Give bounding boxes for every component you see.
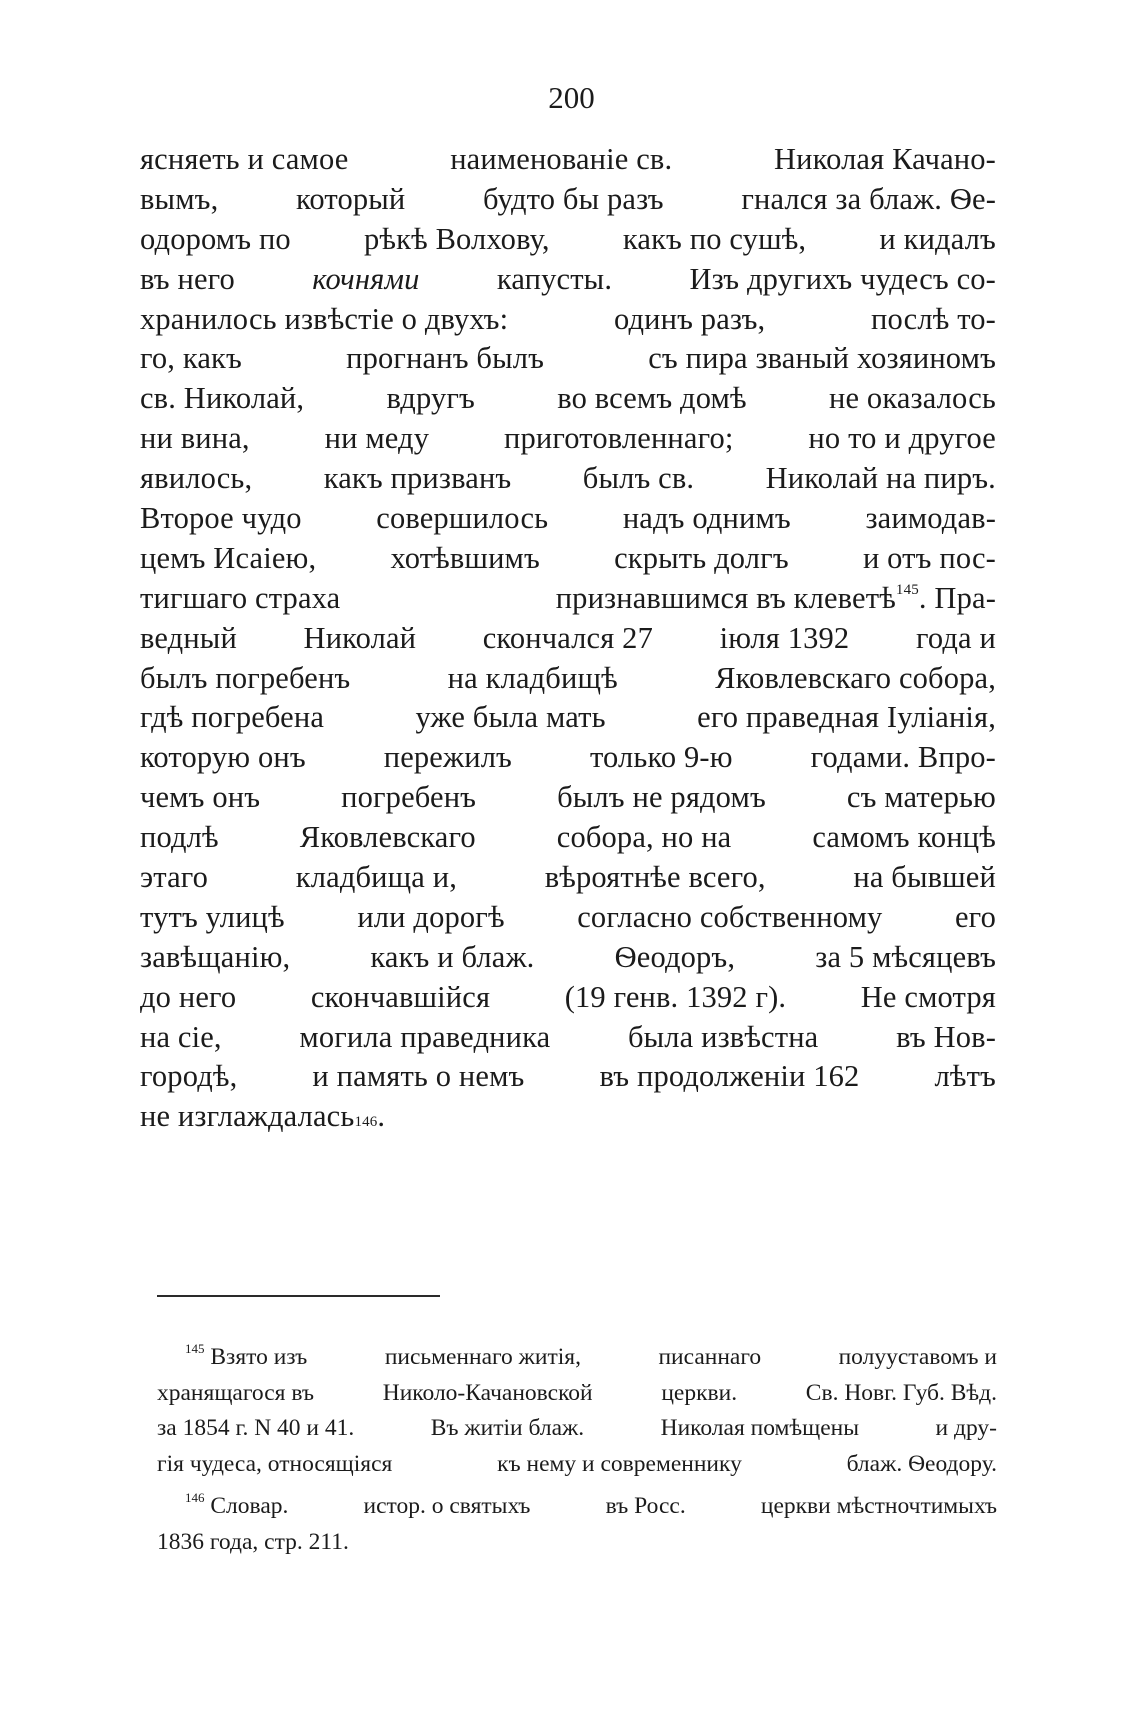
text-line: на сіе, могила праведника была извѣстна въ Нов- bbox=[140, 1019, 996, 1054]
text-line: завѣщанію, какъ и блаж. Ѳеодоръ, за 5 мѣсяцевъ bbox=[140, 939, 996, 974]
text-line: Второе чудо совершилось надъ однимъ заимодав- bbox=[140, 501, 996, 536]
body-text bbox=[140, 140, 996, 1137]
text-line: городѣ, и память о немъ въ продолженіи 162 лѣтъ bbox=[140, 1059, 996, 1094]
footnotes bbox=[157, 1340, 997, 1561]
footnote-line: 1836 года, стр. 211. bbox=[157, 1528, 349, 1555]
footnote-divider bbox=[157, 1295, 440, 1297]
text-line: этаго кладбища и, вѣроятнѣе всего, на бывшей bbox=[140, 860, 996, 895]
italic-word: кочнями bbox=[312, 261, 420, 296]
page-number: 200 bbox=[548, 80, 595, 115]
text-line: подлѣ Яковлевскаго собора, но на самомъ концѣ bbox=[140, 820, 996, 855]
footnote-line: за 1854 г. N 40 и 41. Въ житіи блаж. Николая помѣщены и дру- bbox=[157, 1415, 997, 1442]
footnote-line: хранящагося въ Николо-Качановской церкви. Св. Новг. Губ. Вѣд. bbox=[157, 1379, 997, 1406]
text-line: ясняеть и самое наименованіе св. Николая Качано- bbox=[140, 142, 996, 176]
text-line: чемъ онъ погребенъ былъ не рядомъ съ матерью bbox=[140, 780, 996, 815]
footnote-ref-145: 145 bbox=[895, 581, 919, 598]
footnote-line: гія чудеса, относящіяся къ нему и современнику блаж. Ѳеодору. bbox=[157, 1450, 997, 1477]
footnote-line: $^{145}$ Взято изъ письменнаго житія, писаннаго полууставомъ и bbox=[185, 1341, 997, 1370]
footnote-number: 145 bbox=[185, 1341, 205, 1356]
text-line: хранилось извѣстіе о двухъ: одинъ разъ, послѣ то- bbox=[140, 301, 996, 336]
text-line: былъ погребенъ на кладбищѣ Яковлевскаго собора, bbox=[140, 660, 996, 695]
text-line: явилось, какъ призванъ былъ св. Николай на пиръ. bbox=[140, 461, 996, 496]
footnote-line: $^{146}$ Словар. истор. о святыхъ въ Росс. церкви мѣстночтимыхъ bbox=[185, 1490, 997, 1520]
text-line: тигшаго страха признавшимся въ клеветѣ$^{145}$. Пра- bbox=[140, 580, 996, 615]
text-line: одоромъ по рѣкѣ Волхову, какъ по сушѣ, и кидалъ bbox=[140, 221, 996, 256]
text-line: не изглаждалась 146 . bbox=[140, 1099, 386, 1134]
text-line: го, какъ прогнанъ былъ съ пира званый хозяиномъ bbox=[140, 341, 996, 376]
text-line: гдѣ погребена уже была мать его праведная Іуліанія, bbox=[140, 700, 996, 735]
text-line: цемъ Исаіею, хотѣвшимъ скрыть долгъ и отъ пос- bbox=[140, 540, 996, 575]
text-line: ведный Николай скончался 27 іюля 1392 года и bbox=[140, 620, 996, 655]
text-line: вымъ, который будто бы разъ гнался за блаж. Ѳе- bbox=[140, 181, 996, 216]
text-line: въ него кочнями капусты. Изъ другихъ чудесъ со- bbox=[140, 260, 996, 300]
text-line: которую онъ пережилъ только 9-ю годами. Впро- bbox=[140, 740, 996, 775]
text-line: св. Николай, вдругъ во всемъ домѣ не оказалось bbox=[140, 381, 996, 416]
footnote-number: 146 bbox=[185, 1490, 205, 1506]
text-line: тутъ улицѣ или дорогѣ согласно собственному его bbox=[140, 899, 996, 934]
text-line: до него скончавшійся (19 генв. 1392 г). Не смотря bbox=[140, 979, 996, 1014]
text-line: ни вина, ни меду приготовленнаго; но то и другое bbox=[140, 421, 996, 456]
